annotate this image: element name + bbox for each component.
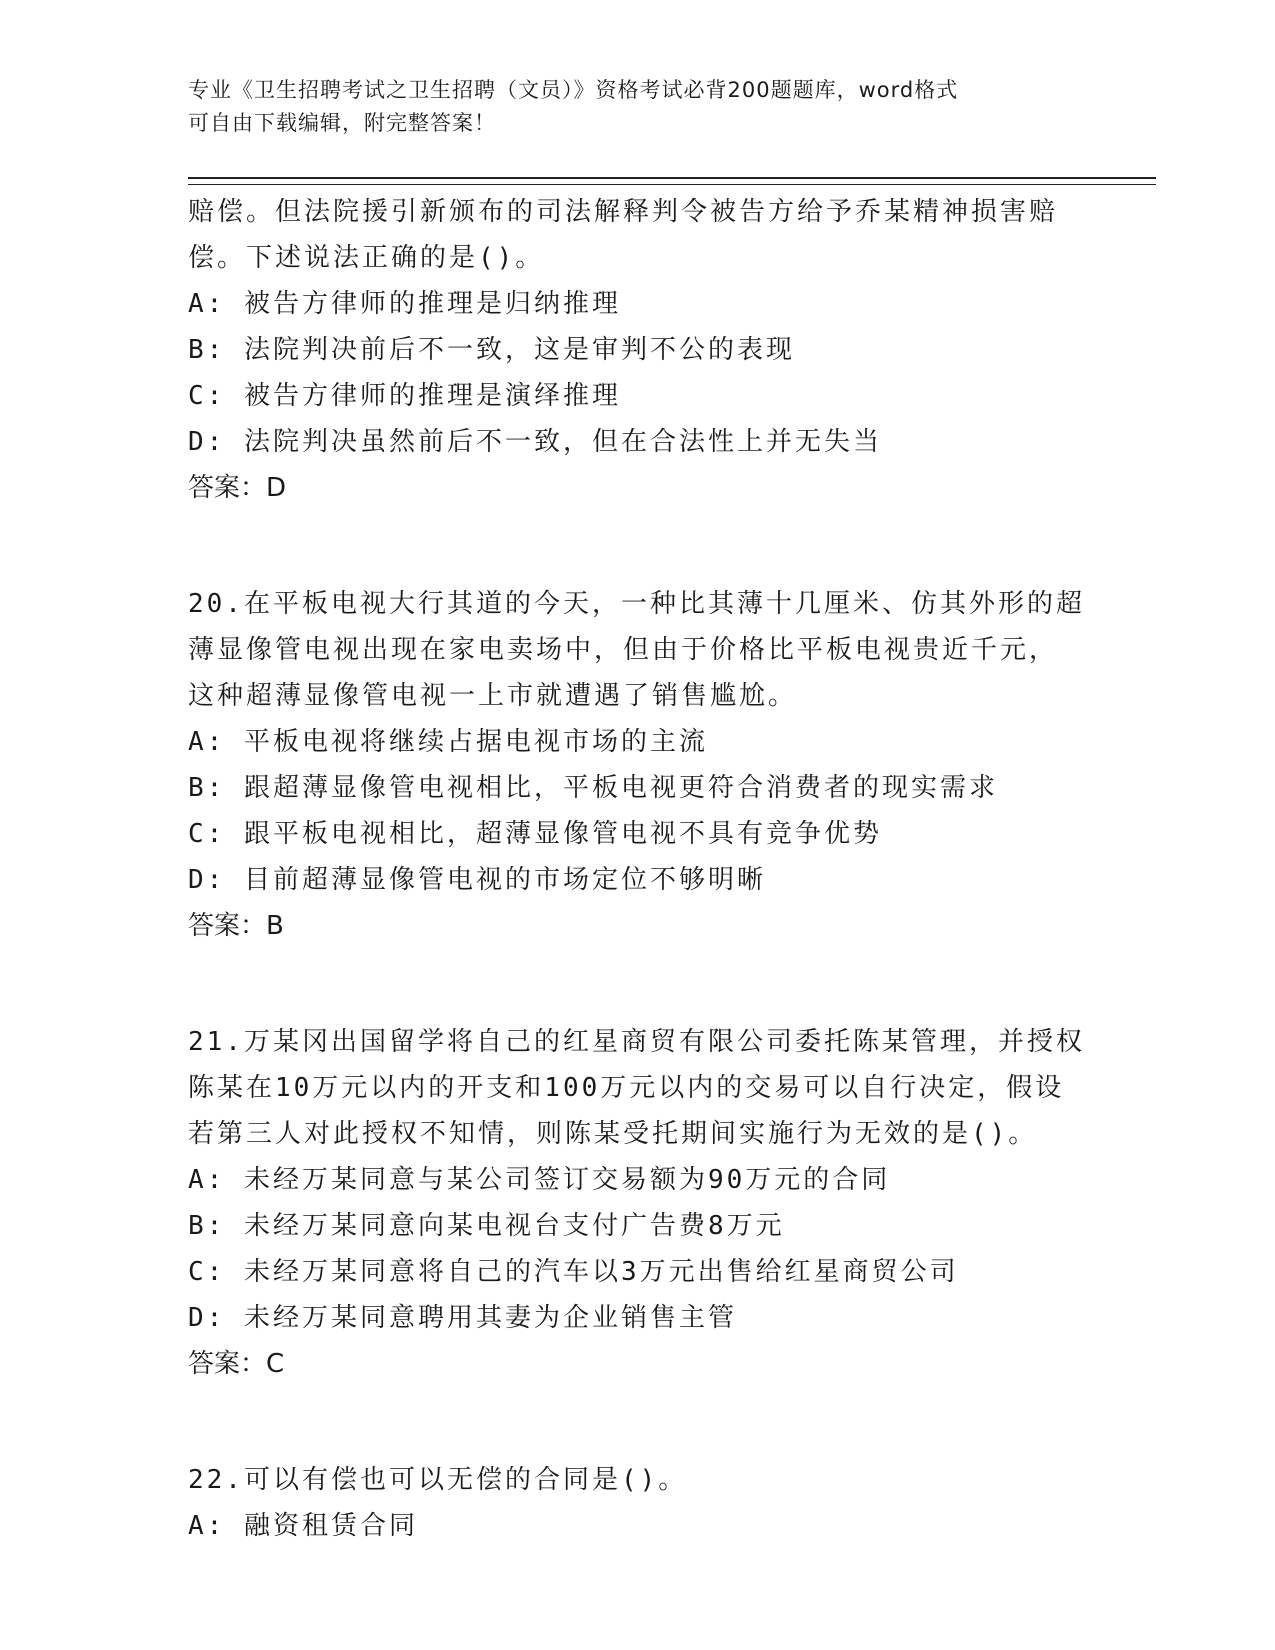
question-19 <box>188 189 1088 511</box>
header-line-2: 可自由下载编辑，附完整答案！ <box>188 111 496 135</box>
header-rule-thin <box>188 184 1156 185</box>
option-c: C: 未经万某同意将自己的汽车以3万元出售给红星商贸公司 <box>188 1257 959 1287</box>
header-line-1: 专业《卫生招聘考试之卫生招聘（文员）》资格考试必背200题题库，word格式 <box>188 78 959 102</box>
question-stem-line: 薄显像管电视出现在家电卖场中，但由于价格比平板电视贵近千元， <box>188 635 1059 665</box>
option-a: A: 未经万某同意与某公司签订交易额为90万元的合同 <box>188 1165 891 1195</box>
option-a: A: 融资租赁合同 <box>188 1511 418 1541</box>
question-21 <box>188 1019 1088 1387</box>
answer-line: 答案：D <box>188 473 287 503</box>
question-20 <box>188 581 1088 949</box>
question-stem-line: 赔偿。但法院援引新颁布的司法解释判令被告方给予乔某精神损害赔 <box>188 197 1059 227</box>
question-stem-line: 陈某在10万元以内的开支和100万元以内的交易可以自行决定，假设 <box>188 1073 1065 1103</box>
question-stem-line: 若第三人对此授权不知情，则陈某受托期间实施行为无效的是()。 <box>188 1119 1038 1149</box>
option-c: C: 被告方律师的推理是演绎推理 <box>188 381 621 411</box>
document-header <box>188 74 1088 140</box>
question-stem-line: 20.在平板电视大行其道的今天，一种比其薄十几厘米、仿其外形的超 <box>188 589 1085 619</box>
option-b: B: 法院判决前后不一致，这是审判不公的表现 <box>188 335 795 365</box>
option-a: A: 平板电视将继续占据电视市场的主流 <box>188 727 708 757</box>
question-stem-line: 21.万某冈出国留学将自己的红星商贸有限公司委托陈某管理，并授权 <box>188 1027 1085 1057</box>
question-stem-line: 偿。下述说法正确的是()。 <box>188 243 545 273</box>
header-rule-thick <box>188 177 1156 179</box>
option-c: C: 跟平板电视相比，超薄显像管电视不具有竞争优势 <box>188 819 882 849</box>
option-a: A: 被告方律师的推理是归纳推理 <box>188 289 621 319</box>
answer-line: 答案：C <box>188 1349 285 1379</box>
answer-line: 答案：B <box>188 911 284 941</box>
option-d: D: 未经万某同意聘用其妻为企业销售主管 <box>188 1303 737 1333</box>
question-22 <box>188 1457 1088 1549</box>
option-b: B: 跟超薄显像管电视相比，平板电视更符合消费者的现实需求 <box>188 773 998 803</box>
question-stem-line: 这种超薄显像管电视一上市就遭遇了销售尴尬。 <box>188 681 798 711</box>
option-d: D: 目前超薄显像管电视的市场定位不够明晰 <box>188 865 766 895</box>
option-b: B: 未经万某同意向某电视台支付广告费8万元 <box>188 1211 785 1241</box>
option-d: D: 法院判决虽然前后不一致，但在合法性上并无失当 <box>188 427 882 457</box>
question-list <box>188 189 1088 1549</box>
question-stem-line: 22.可以有偿也可以无偿的合同是()。 <box>188 1465 688 1495</box>
